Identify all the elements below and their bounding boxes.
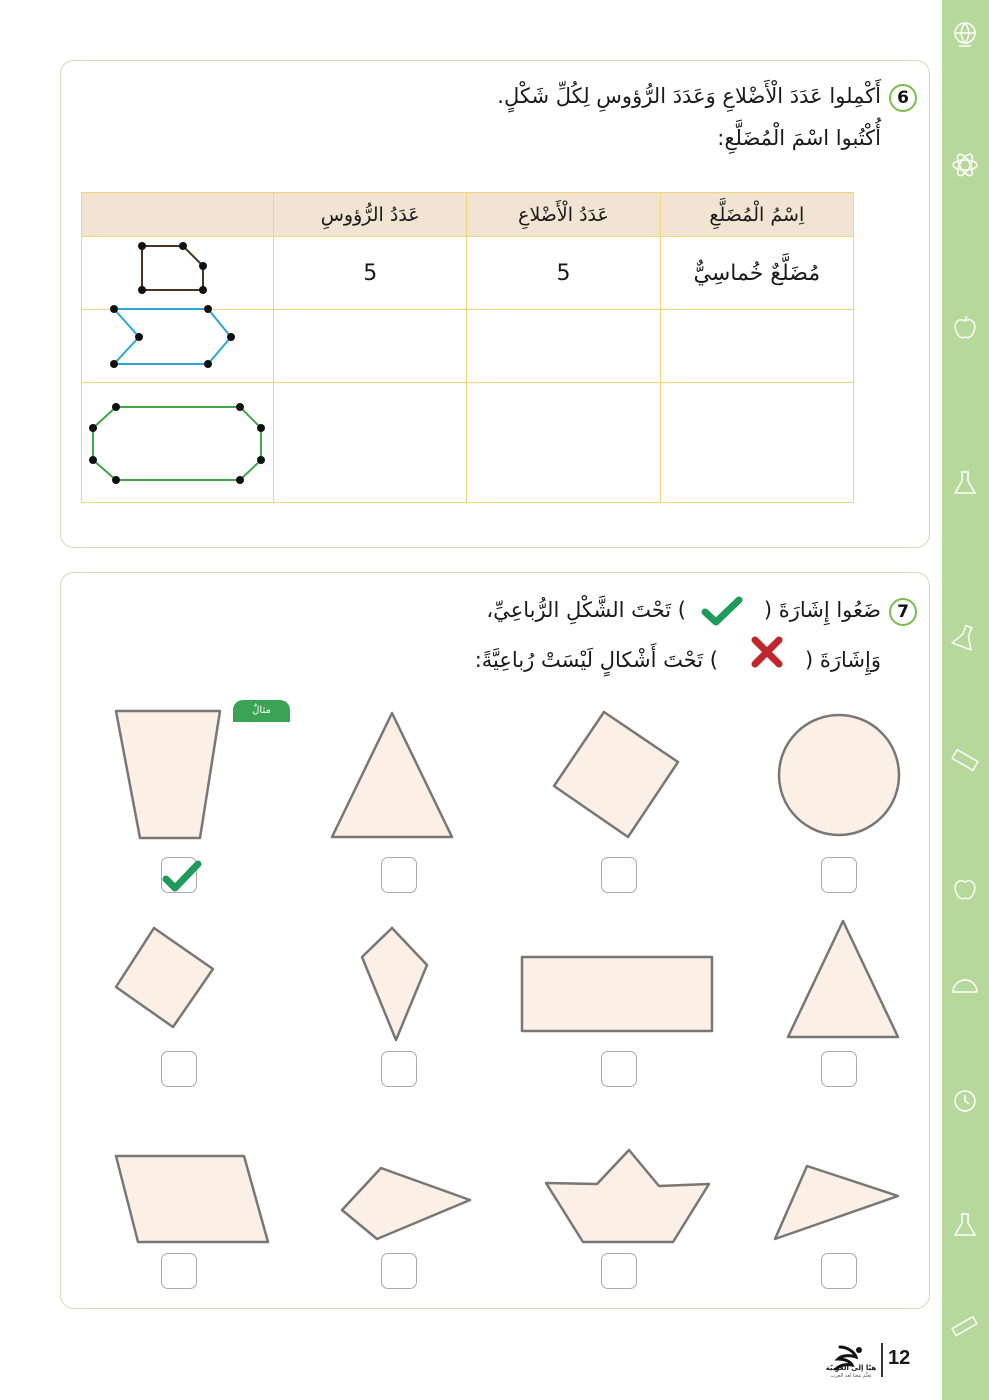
checkbox-12[interactable] [821, 1253, 857, 1289]
row-1-sides[interactable]: 5 [467, 237, 660, 310]
page-number: 12 [888, 1347, 911, 1369]
brand-name: هيّا إلى العربيّة [825, 1364, 877, 1372]
shape-rectangle [522, 957, 712, 1031]
shape-triangle-3 [775, 1166, 898, 1239]
shape-kite [362, 928, 427, 1040]
checkbox-4[interactable] [821, 857, 857, 893]
checkbox-10[interactable] [381, 1253, 417, 1289]
brand-tagline: تعلّم مَعنا لغة العرب [830, 1373, 872, 1379]
checkbox-6[interactable] [381, 1051, 417, 1087]
checkbox-3[interactable] [601, 857, 637, 893]
check-mark-icon [160, 858, 204, 896]
header-name: اِسْمُ الْمُضَلَّعِ [660, 193, 853, 237]
checkbox-8[interactable] [821, 1051, 857, 1087]
checkbox-2[interactable] [381, 857, 417, 893]
example-badge: مثالٌ [233, 700, 290, 722]
shape-small-square [116, 928, 213, 1027]
question-7-instruction-1b: ) تَحْتَ الشَّكْلِ الرُّباعِيِّ، [486, 598, 686, 622]
shape-triangle [332, 713, 452, 837]
row-1-vertices[interactable]: 5 [274, 237, 467, 310]
question-7-instruction-1a: ضَعُوا إِشَارَةَ ( [763, 598, 881, 622]
header-sides: عَدَدُ الْأَضْلاعِ [467, 193, 660, 237]
checkbox-5[interactable] [161, 1051, 197, 1087]
shape-quadrilateral [342, 1168, 470, 1239]
question-6-number: 6 [889, 84, 917, 112]
question-7-instruction-2a: وَإِشَارَةَ ( [805, 648, 881, 672]
question-6-instruction-1: أَكْمِلوا عَدَدَ الْأَضْلاعِ وَعَدَدَ الرُّؤوسِ لِكُلِّ شَكْلٍ. [497, 84, 881, 108]
checkbox-9[interactable] [161, 1253, 197, 1289]
footer-separator [881, 1343, 883, 1377]
checkbox-11[interactable] [601, 1253, 637, 1289]
shape-boat [546, 1150, 709, 1242]
checkbox-7[interactable] [601, 1051, 637, 1087]
shape-trapezoid [116, 711, 220, 838]
question-6-instruction-2: أُكْتُبوا اسْمَ الْمُضَلَّعِ: [717, 126, 881, 150]
shape-triangle-2 [788, 921, 898, 1037]
question-7-number: 7 [889, 598, 917, 626]
shape-parallelogram [116, 1156, 268, 1242]
row-1-name[interactable]: مُضَلَّعٌ خُماسِيٌّ [660, 237, 853, 310]
shape-circle [779, 715, 899, 835]
shape-square-rotated [554, 712, 678, 837]
question-7-instruction-2b: ) تَحْتَ أَشْكالٍ لَيْسَتْ رُباعِيَّةً: [474, 648, 718, 672]
header-vertices: عَدَدُ الرُّؤوسِ [274, 193, 467, 237]
